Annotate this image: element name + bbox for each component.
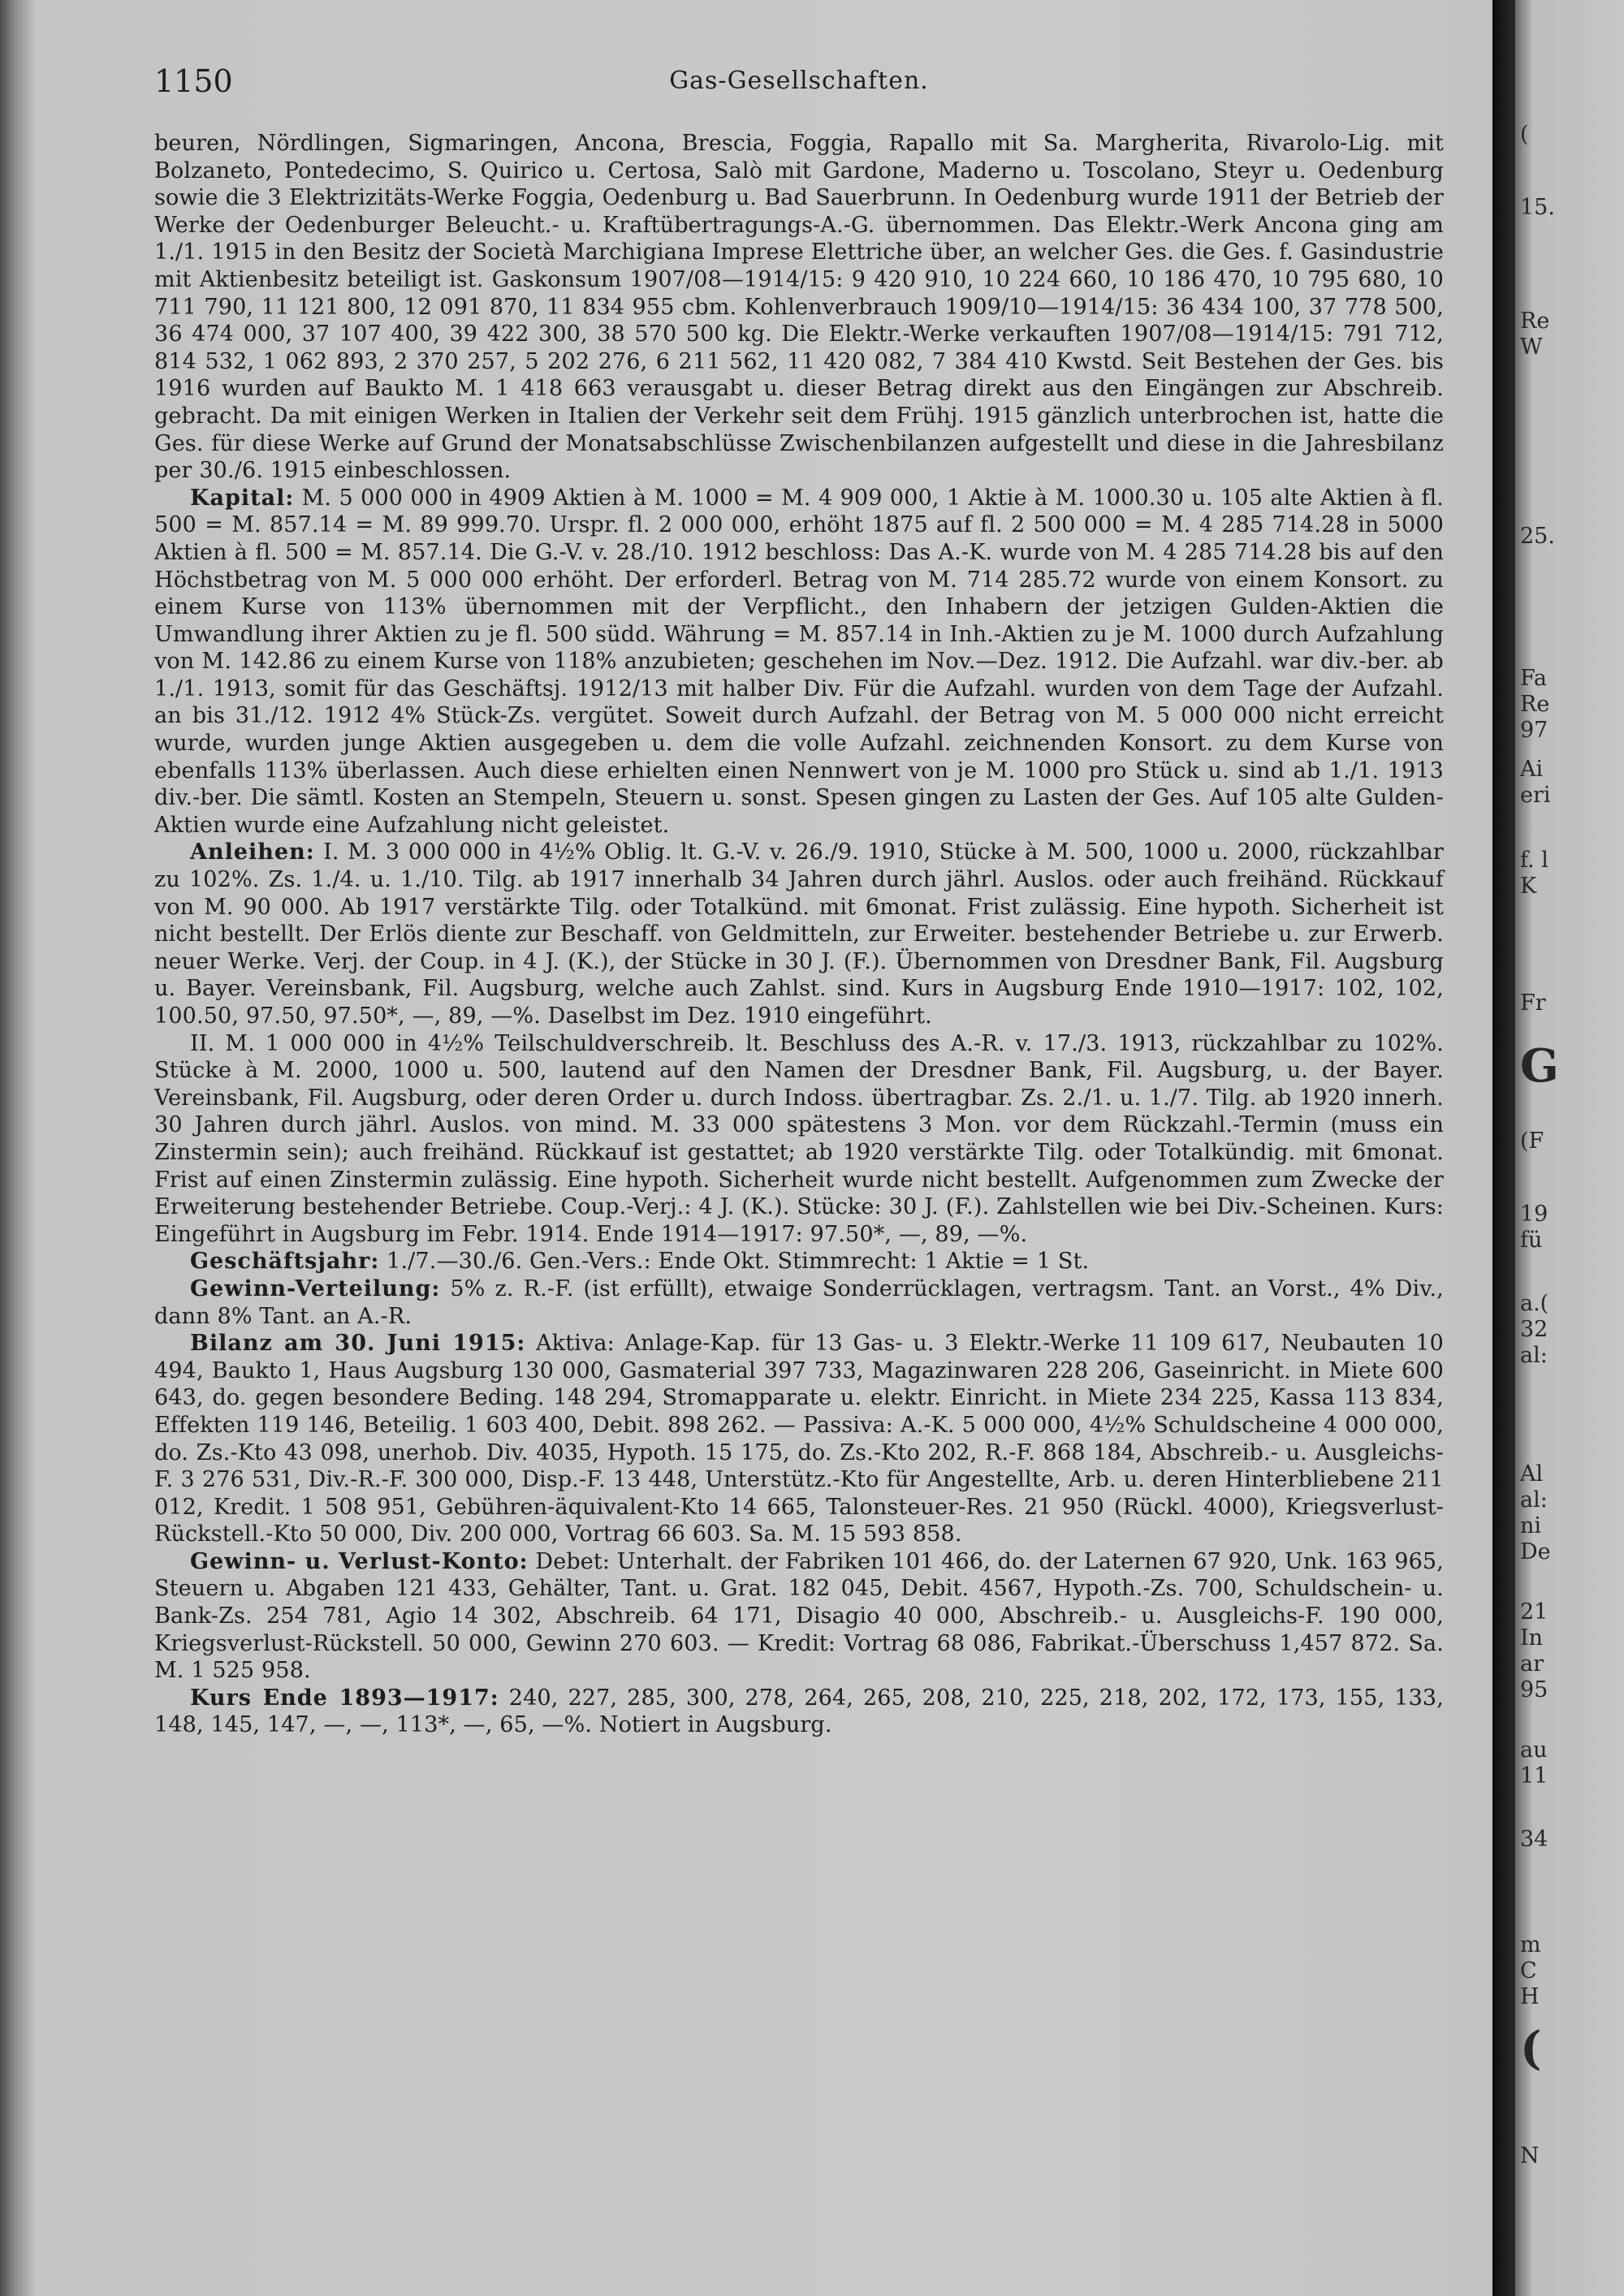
gewinn-verlust-paragraph [154, 1548, 1444, 1685]
adjacent-page-fragment: ( [1520, 122, 1529, 147]
adjacent-page-fragment: al: [1520, 1343, 1548, 1368]
adjacent-page-fragment: N [1520, 2143, 1540, 2169]
adjacent-page-fragment: a.( [1520, 1291, 1549, 1316]
article-body [154, 130, 1444, 1739]
page-header [154, 63, 1444, 101]
paragraph-text: I. M. 3 000 000 in 4½% Oblig. lt. G.-V. v. 26./9. 1910, Stücke à M. 500, 1000 u. 2000, rückzahlbar zu 102%. Zs. 1./4. u. 1./10. Tilg. ab 1917 innerhalb 34 Jahren durch jährl. Auslos. oder auch freihänd. Rückkauf von M. 90 000. Ab 1917 verstärkte Tilg. oder Totalkünd. mit 6monat. Frist zulässig. Eine hypoth. Sicherheit ist nicht bestellt. Der Erlös diente zur Beschaff. von Geldmitteln, zur Erweiter. bestehender Betriebe u. zur Erwerb. neuer Werke. Verj. der Coup. in 4 J. (K.), der Stücke in 30 J. (F.). Übernommen von Dresdner Bank, Fil. Augsburg u. Bayer. Vereinsbank, Fil. Augsburg, welche auch Zahlst. sind. Kurs in Augsburg Ende 1910—1917: 102, 102, 100.50, 97.50, 97.50*, —, 89, —%. Daselbst im Dez. 1910 eingeführt. [154, 839, 1444, 1029]
adjacent-page-fragment: eri [1520, 783, 1551, 808]
adjacent-page-fragment: al: [1520, 1487, 1548, 1513]
paragraph-text: beuren, Nördlingen, Sigmaringen, Ancona, Brescia, Foggia, Rapallo mit Sa. Margherita, Rivarolo-Lig. mit Bolzaneto, Pontedecimo, S. Quirico u. Certosa, Salò mit Gardone, Maderno u. Toscolano, Steyr u. Oedenburg sowie die 3 Elektrizitäts-Werke Foggia, Oedenburg u. Bad Sauerbrunn. In Oedenburg wurde 1911 der Betrieb der Werke der Oedenburger Beleucht.- u. Kraftübertragungs-A.-G. übernommen. Das Elektr.-Werk Ancona ging am 1./1. 1915 in den Besitz der Società Marchigiana Imprese Elettriche über, an welcher Ges. die Ges. f. Gasindustrie mit Aktienbesitz beteiligt ist. Gaskonsum 1907/08—1914/15: 9 420 910, 10 224 660, 10 186 470, 10 795 680, 10 711 790, 11 121 800, 12 091 870, 11 834 955 cbm. Kohlenverbrauch 1909/10—1914/15: 36 434 100, 37 778 500, 36 474 000, 37 107 400, 39 422 300, 38 570 500 kg. Die Elektr.-Werke verkauften 1907/08—1914/15: 791 712, 814 532, 1 062 893, 2 370 257, 5 202 276, 6 211 562, 11 420 082, 7 384 410 Kwstd. Seit Bestehen der Ges. bis 1916 wurden auf Baukto M. 1 418 663 verausgabt u. dieser Betrag direkt aus den Eingängen zur Abschreib. gebracht. Da mit einigen Werken in Italien der Verkehr seit dem Frühj. 1915 gänzlich unterbrochen ist, hatte die Ges. für diese Werke auf Grund der Monatsabschlüsse Zwischenbilanzen aufgestellt und diese in die Jahresbilanz per 30./6. 1915 einbeschlossen. [154, 131, 1444, 484]
adjacent-page-fragment: m [1520, 1932, 1541, 1957]
adjacent-page-fragment: Re [1520, 692, 1550, 717]
adjacent-page-fragment: f. l [1520, 848, 1548, 873]
adjacent-page-fragment: 19 [1520, 1202, 1548, 1227]
adjacent-page-fragment: ar [1520, 1651, 1544, 1677]
adjacent-page-fragment: K [1520, 874, 1537, 899]
adjacent-page-fragment: W [1520, 334, 1543, 360]
paragraph-text: Aktiva: Anlage-Kap. für 13 Gas- u. 3 Elektr.-Werke 11 109 617, Neubauten 10 494, Baukto 1, Haus Augsburg 130 000, Gasmaterial 397 733, Magazinwaren 228 206, Gaseinricht. in Miete 600 643, do. gegen besondere Beding. 148 294, Stromapparate u. elektr. Einricht. in Miete 234 225, Kassa 113 834, Effekten 119 146, Beteilig. 1 603 400, Debit. 898 262. — Passiva: A.-K. 5 000 000, 4½% Schuldscheine 4 000 000, do. Zs.-Kto 43 098, unerhob. Div. 4035, Hypoth. 15 175, do. Zs.-Kto 202, R.-F. 868 184, Abschreib.- u. Ausgleichs-F. 3 276 531, Div.-R.-F. 300 000, Disp.-F. 13 448, Unterstütz.-Kto für Angestellte, Arb. u. deren Hinterbliebene 211 012, Kredit. 1 508 951, Gebühren-äquivalent-Kto 14 665, Talonsteuer-Res. 21 950 (Rückl. 4000), Kriegsverlust-Rückstell.-Kto 50 000, Div. 200 000, Vortrag 66 603. Sa. M. 15 593 858. [154, 1331, 1445, 1547]
section-heading: Geschäftsjahr: [190, 1249, 380, 1275]
kurs-paragraph [154, 1685, 1444, 1739]
geschaeftsjahr-paragraph [154, 1248, 1444, 1275]
adjacent-page-fragment: ni [1520, 1513, 1542, 1539]
adjacent-page-fragment: Fa [1520, 666, 1547, 691]
book-gutter [1492, 0, 1515, 2296]
adjacent-page-fragment: De [1520, 1539, 1551, 1564]
intro-paragraph [154, 130, 1444, 485]
adjacent-page-fragment: Re [1520, 309, 1550, 334]
adjacent-page-fragment: Ai [1520, 757, 1544, 782]
adjacent-page-fragment: 95 [1520, 1677, 1548, 1703]
adjacent-page-strip [1515, 0, 1624, 2296]
paragraph-text: Debet: Unterhalt. der Fabriken 101 466, do. der Laternen 67 920, Unk. 163 965, Steuern u. Abgaben 121 433, Gehälter, Tant. u. Grat. 182 045, Debit. 4567, Hypoth.-Zs. 700, Schuldschein- u. Bank-Zs. 254 781, Agio 14 302, Abschreib. 64 171, Disagio 40 000, Abschreib.- u. Ausgleichs-F. 190 000, Kriegsverlust-Rückstell. 50 000, Gewinn 270 603. — Kredit: Vortrag 68 086, Fabrikat.-Überschuss 1,457 872. Sa. M. 1 525 958. [154, 1548, 1444, 1684]
anleihen-ii-paragraph [154, 1030, 1444, 1249]
anleihen-paragraph [154, 839, 1444, 1029]
running-title: Gas-Gesellschaften. [669, 67, 929, 95]
adjacent-page-fragment: Fr [1520, 990, 1546, 1016]
paragraph-text: M. 5 000 000 in 4909 Aktien à M. 1000 = M. 4 909 000, 1 Aktie à M. 1000.30 u. 105 alte Aktien à fl. 500 = M. 857.14 = M. 89 999.70. Urspr. fl. 2 000 000, erhöht 1875 auf fl. 2 500 000 = M. 4 285 714.28 in 5000 Aktien à fl. 500 = M. 857.14. Die G.-V. v. 28./10. 1912 beschloss: Das A.-K. wurde von M. 4 285 714.28 bis auf den Höchstbetrag von M. 5 000 000 erhöht. Der erforderl. Betrag von M. 714 285.72 wurde von einem Konsort. zu einem Kurse von 113% übernommen mit der Verpflicht., den Inhabern der jetzigen Gulden-Aktien die Umwandlung ihrer Aktien zu je fl. 500 südd. Währung = M. 857.14 in Inh.-Aktien zu je M. 1000 durch Aufzahlung von M. 142.86 zu einem Kurse von 118% anzubieten; geschehen im Nov.—Dez. 1912. Die Aufzahl. war div.-ber. ab 1./1. 1913, somit für das Geschäftsj. 1912/13 mit halber Div. Für die Aufzahl. wurden von dem Tage der Aufzahl. an bis 31./12. 1912 4% Stück-Zs. vergütet. Soweit durch Aufzahl. der Betrag von M. 5 000 000 nicht erreicht wurde, wurden junge Aktien ausgegeben u. dem die volle Aufzahl. zeichnenden Konsort. zu dem Kurse von ebenfalls 113% überlassen. Auch diese erhielten einen Nennwert von je M. 1000 pro Stück u. sind ab 1./1. 1913 div.-ber. Die sämtl. Kosten an Stempeln, Steuern u. sonst. Spesen gingen zu Lasten der Ges. Auf 105 alte Gulden-Aktien wurde eine Aufzahlung nicht geleistet. [154, 485, 1444, 838]
gewinn-verteilung-paragraph [154, 1275, 1444, 1330]
adjacent-page-fragment: au [1520, 1737, 1548, 1763]
paragraph-text: 1./7.—30./6. Gen.-Vers.: Ende Okt. Stimmrecht: 1 Aktie = 1 St. [387, 1249, 1090, 1275]
adjacent-page-fragment: 34 [1520, 1827, 1548, 1852]
adjacent-page-fragment: Al [1520, 1461, 1544, 1487]
paragraph-text: II. M. 1 000 000 in 4½% Teilschuldverschreib. lt. Beschluss des A.-R. v. 17./3. 1913, rückzahlbar zu 102%. Stücke à M. 2000, 1000 u. 500, lautend auf den Namen der Dresdner Bank, Fil. Augsburg, u. der Bayer. Vereinsbank, Fil. Augsburg, oder deren Order u. durch Indoss. übertragbar. Zs. 2./1. u. 1./7. Tilg. ab 1920 innerh. 30 Jahren durch jährl. Auslos. von mind. M. 33 000 spätestens 3 Mon. vor dem Rückzahl.-Termin (muss ein Zinstermin sein); auch freihänd. Rückkauf ist gestattet; ab 1920 verstärkte Tilg. oder Totalkündig. mit 6monat. Frist auf einen Zinstermin zulässig. Eine hypoth. Sicherheit wurde nicht bestellt. Aufgenommen zum Zwecke der Erweiterung bestehender Betriebe. Coup.-Verj.: 4 J. (K.). Stücke: 30 J. (F.). Zahlstellen wie bei Div.-Scheinen. Kurs: Eingeführt in Augsburg im Febr. 1914. Ende 1914—1917: 97.50*, —, 89, —%. [154, 1030, 1444, 1247]
section-heading: Kapital: [190, 485, 295, 511]
section-heading: Anleihen: [190, 839, 315, 865]
paragraph-text: 240, 227, 285, 300, 278, 264, 265, 208, 210, 225, 218, 202, 172, 173, 155, 133, 148, 145, 147, —, —, 113*, —, 65, —%. Notiert in Augsburg. [154, 1685, 1444, 1738]
bilanz-paragraph [154, 1330, 1444, 1548]
paragraph-text: 5% z. R.-F. (ist erfüllt), etwaige Sonderrücklagen, vertragsm. Tant. an Vorst., 4% Div., dann 8% Tant. an A.-R. [154, 1275, 1445, 1329]
adjacent-page-fragment: 15. [1520, 195, 1555, 220]
adjacent-page-fragment: G [1520, 1039, 1559, 1093]
section-heading: Kurs Ende 1893—1917: [190, 1685, 499, 1711]
adjacent-page-fragment: fü [1520, 1228, 1543, 1253]
adjacent-page-fragment: 32 [1520, 1317, 1548, 1342]
adjacent-page-fragment: C [1520, 1958, 1537, 1983]
adjacent-page-fragment: 25. [1520, 524, 1555, 549]
section-heading: Gewinn- u. Verlust-Konto: [190, 1548, 529, 1574]
adjacent-page-fragment: H [1520, 1984, 1540, 2009]
page-number: 1150 [154, 63, 233, 99]
adjacent-page-fragment: 21 [1520, 1599, 1548, 1625]
adjacent-page-fragment: ( [1520, 2022, 1542, 2075]
section-heading: Bilanz am 30. Juni 1915: [190, 1331, 526, 1357]
adjacent-page-fragment: 97 [1520, 718, 1548, 743]
adjacent-page-fragment: In [1520, 1625, 1544, 1651]
kapital-paragraph [154, 485, 1444, 839]
adjacent-page-fragment: 11 [1520, 1763, 1548, 1789]
adjacent-page-fragment: (F [1520, 1129, 1544, 1154]
section-heading: Gewinn-Verteilung: [190, 1275, 441, 1301]
